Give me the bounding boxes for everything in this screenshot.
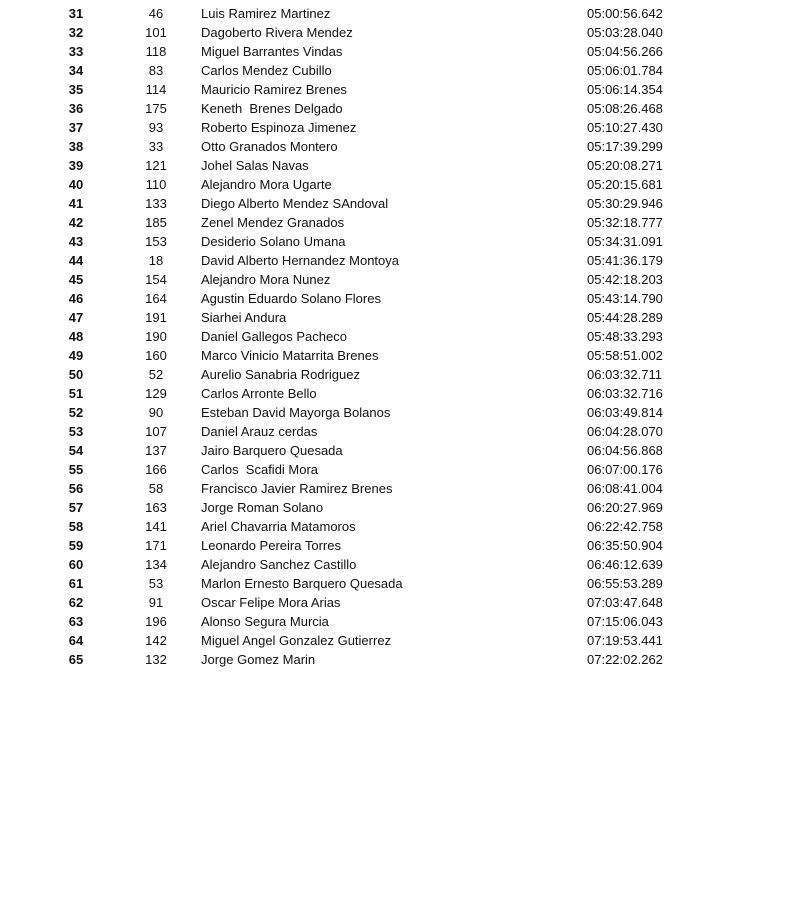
table-row (0, 232, 800, 251)
table-row (0, 156, 800, 175)
table-row (0, 441, 800, 460)
finish-time-cell: 05:30:29.946 (587, 196, 663, 211)
finish-time-cell: 06:04:56.868 (587, 443, 663, 458)
position-cell: 48 (68, 329, 84, 344)
bib-number-cell: 163 (145, 500, 167, 515)
runner-name-cell: Alejandro Mora Ugarte (201, 177, 332, 192)
finish-time-cell: 05:08:26.468 (587, 101, 663, 116)
runner-name-cell: Marlon Ernesto Barquero Quesada (201, 576, 403, 591)
table-row (0, 137, 800, 156)
bib-number-cell: 90 (148, 405, 164, 420)
finish-time-cell: 05:20:15.681 (587, 177, 663, 192)
bib-number-cell: 191 (145, 310, 167, 325)
position-cell: 65 (68, 652, 84, 667)
table-row (0, 422, 800, 441)
runner-name-cell: Roberto Espinoza Jimenez (201, 120, 357, 135)
table-row (0, 517, 800, 536)
runner-name-cell: Jairo Barquero Quesada (201, 443, 343, 458)
runner-name-cell: Johel Salas Navas (201, 158, 309, 173)
finish-time-cell: 06:35:50.904 (587, 538, 663, 553)
table-row (0, 498, 800, 517)
finish-time-cell: 06:46:12.639 (587, 557, 663, 572)
position-cell: 61 (68, 576, 84, 591)
runner-name-cell: Dagoberto Rivera Mendez (201, 25, 353, 40)
table-row (0, 251, 800, 270)
table-row (0, 460, 800, 479)
table-row (0, 61, 800, 80)
finish-time-cell: 05:03:28.040 (587, 25, 663, 40)
table-row (0, 118, 800, 137)
finish-time-cell: 05:06:01.784 (587, 63, 663, 78)
runner-name-cell: Carlos Scafidi Mora (201, 462, 319, 477)
bib-number-cell: 141 (145, 519, 167, 534)
runner-name-cell: Marco Vinicio Matarrita Brenes (201, 348, 379, 363)
position-cell: 41 (68, 196, 84, 211)
finish-time-cell: 06:55:53.289 (587, 576, 663, 591)
position-cell: 33 (68, 44, 84, 59)
bib-number-cell: 129 (145, 386, 167, 401)
table-row (0, 308, 800, 327)
finish-time-cell: 06:03:49.814 (587, 405, 663, 420)
table-row (0, 194, 800, 213)
bib-number-cell: 137 (145, 443, 167, 458)
finish-time-cell: 06:20:27.969 (587, 500, 663, 515)
bib-number-cell: 33 (148, 139, 164, 154)
table-row (0, 270, 800, 289)
bib-number-cell: 93 (148, 120, 164, 135)
table-row (0, 327, 800, 346)
table-row (0, 593, 800, 612)
table-row (0, 612, 800, 631)
finish-time-cell: 07:19:53.441 (587, 633, 663, 648)
bib-number-cell: 153 (145, 234, 167, 249)
bib-number-cell: 196 (145, 614, 167, 629)
table-row (0, 80, 800, 99)
finish-time-cell: 07:22:02.262 (587, 652, 663, 667)
bib-number-cell: 110 (145, 177, 167, 192)
runner-name-cell: Daniel Arauz cerdas (201, 424, 318, 439)
position-cell: 54 (68, 443, 84, 458)
position-cell: 63 (68, 614, 84, 629)
finish-time-cell: 05:58:51.002 (587, 348, 663, 363)
table-row (0, 213, 800, 232)
bib-number-cell: 52 (148, 367, 164, 382)
runner-name-cell: Alejandro Sanchez Castillo (201, 557, 357, 572)
runner-name-cell: Luis Ramirez Martinez (201, 6, 331, 21)
position-cell: 32 (68, 25, 84, 40)
table-row (0, 175, 800, 194)
position-cell: 36 (68, 101, 84, 116)
finish-time-cell: 06:04:28.070 (587, 424, 663, 439)
finish-time-cell: 05:43:14.790 (587, 291, 663, 306)
finish-time-cell: 05:41:36.179 (587, 253, 663, 268)
bib-number-cell: 58 (148, 481, 164, 496)
bib-number-cell: 118 (145, 44, 167, 59)
bib-number-cell: 18 (148, 253, 164, 268)
finish-time-cell: 05:32:18.777 (587, 215, 663, 230)
table-row (0, 631, 800, 650)
position-cell: 53 (68, 424, 84, 439)
position-cell: 62 (68, 595, 84, 610)
position-cell: 51 (68, 386, 84, 401)
finish-time-cell: 06:03:32.711 (587, 367, 662, 382)
position-cell: 35 (68, 82, 84, 97)
finish-time-cell: 06:22:42.758 (587, 519, 663, 534)
finish-time-cell: 05:34:31.091 (587, 234, 663, 249)
position-cell: 45 (68, 272, 84, 287)
runner-name-cell: Miguel Barrantes Vindas (201, 44, 343, 59)
table-row (0, 4, 800, 23)
table-row (0, 479, 800, 498)
runner-name-cell: Alonso Segura Murcia (201, 614, 329, 629)
bib-number-cell: 46 (148, 6, 164, 21)
runner-name-cell: Daniel Gallegos Pacheco (201, 329, 347, 344)
table-row (0, 403, 800, 422)
runner-name-cell: Diego Alberto Mendez SAndoval (201, 196, 389, 211)
runner-name-cell: Carlos Mendez Cubillo (201, 63, 332, 78)
finish-time-cell: 05:17:39.299 (587, 139, 663, 154)
position-cell: 46 (68, 291, 84, 306)
position-cell: 64 (68, 633, 84, 648)
finish-time-cell: 05:20:08.271 (587, 158, 663, 173)
finish-time-cell: 07:03:47.648 (587, 595, 663, 610)
table-row (0, 384, 800, 403)
position-cell: 42 (68, 215, 84, 230)
table-row (0, 99, 800, 118)
finish-time-cell: 05:10:27.430 (587, 120, 663, 135)
table-row (0, 289, 800, 308)
table-row (0, 23, 800, 42)
position-cell: 38 (68, 139, 84, 154)
runner-name-cell: Ariel Chavarria Matamoros (201, 519, 356, 534)
runner-name-cell: Zenel Mendez Granados (201, 215, 345, 230)
position-cell: 52 (68, 405, 84, 420)
position-cell: 37 (68, 120, 84, 135)
finish-time-cell: 05:00:56.642 (587, 6, 663, 21)
runner-name-cell: Keneth Brenes Delgado (201, 101, 343, 116)
runner-name-cell: Siarhei Andura (201, 310, 287, 325)
bib-number-cell: 101 (145, 25, 167, 40)
runner-name-cell: Oscar Felipe Mora Arias (201, 595, 341, 610)
bib-number-cell: 114 (145, 82, 167, 97)
position-cell: 55 (68, 462, 84, 477)
runner-name-cell: Otto Granados Montero (201, 139, 338, 154)
bib-number-cell: 185 (145, 215, 167, 230)
runner-name-cell: Aurelio Sanabria Rodriguez (201, 367, 360, 382)
bib-number-cell: 83 (148, 63, 164, 78)
position-cell: 31 (68, 6, 84, 21)
bib-number-cell: 134 (145, 557, 167, 572)
table-row (0, 42, 800, 61)
bib-number-cell: 164 (145, 291, 167, 306)
runner-name-cell: Francisco Javier Ramirez Brenes (201, 481, 393, 496)
bib-number-cell: 190 (145, 329, 167, 344)
bib-number-cell: 142 (145, 633, 167, 648)
bib-number-cell: 53 (148, 576, 164, 591)
table-row (0, 536, 800, 555)
table-row (0, 574, 800, 593)
bib-number-cell: 107 (145, 424, 167, 439)
runner-name-cell: Desiderio Solano Umana (201, 234, 346, 249)
table-row (0, 365, 800, 384)
position-cell: 44 (68, 253, 84, 268)
results-table (0, 4, 800, 669)
bib-number-cell: 121 (145, 158, 167, 173)
finish-time-cell: 05:48:33.293 (587, 329, 663, 344)
runner-name-cell: Esteban David Mayorga Bolanos (201, 405, 391, 420)
finish-time-cell: 05:04:56.266 (587, 44, 663, 59)
finish-time-cell: 06:07:00.176 (587, 462, 663, 477)
runner-name-cell: Miguel Angel Gonzalez Gutierrez (201, 633, 392, 648)
bib-number-cell: 160 (145, 348, 167, 363)
table-row (0, 346, 800, 365)
runner-name-cell: Agustin Eduardo Solano Flores (201, 291, 381, 306)
bib-number-cell: 171 (145, 538, 167, 553)
position-cell: 34 (68, 63, 84, 78)
finish-time-cell: 07:15:06.043 (587, 614, 663, 629)
position-cell: 39 (68, 158, 84, 173)
position-cell: 58 (68, 519, 84, 534)
position-cell: 43 (68, 234, 84, 249)
runner-name-cell: Jorge Gomez Marin (201, 652, 316, 667)
position-cell: 59 (68, 538, 84, 553)
finish-time-cell: 05:44:28.289 (587, 310, 663, 325)
position-cell: 57 (68, 500, 84, 515)
bib-number-cell: 166 (145, 462, 167, 477)
runner-name-cell: Jorge Roman Solano (201, 500, 324, 515)
table-row (0, 555, 800, 574)
runner-name-cell: Carlos Arronte Bello (201, 386, 317, 401)
bib-number-cell: 133 (145, 196, 167, 211)
position-cell: 60 (68, 557, 84, 572)
finish-time-cell: 06:03:32.716 (587, 386, 663, 401)
bib-number-cell: 154 (145, 272, 167, 287)
table-row (0, 650, 800, 669)
runner-name-cell: Mauricio Ramirez Brenes (201, 82, 347, 97)
finish-time-cell: 06:08:41.004 (587, 481, 663, 496)
position-cell: 49 (68, 348, 84, 363)
position-cell: 50 (68, 367, 84, 382)
position-cell: 56 (68, 481, 84, 496)
runner-name-cell: Alejandro Mora Nunez (201, 272, 331, 287)
finish-time-cell: 05:42:18.203 (587, 272, 663, 287)
bib-number-cell: 132 (145, 652, 167, 667)
runner-name-cell: Leonardo Pereira Torres (201, 538, 341, 553)
position-cell: 47 (68, 310, 84, 325)
finish-time-cell: 05:06:14.354 (587, 82, 663, 97)
bib-number-cell: 175 (145, 101, 167, 116)
runner-name-cell: David Alberto Hernandez Montoya (201, 253, 400, 268)
position-cell: 40 (68, 177, 84, 192)
bib-number-cell: 91 (148, 595, 164, 610)
